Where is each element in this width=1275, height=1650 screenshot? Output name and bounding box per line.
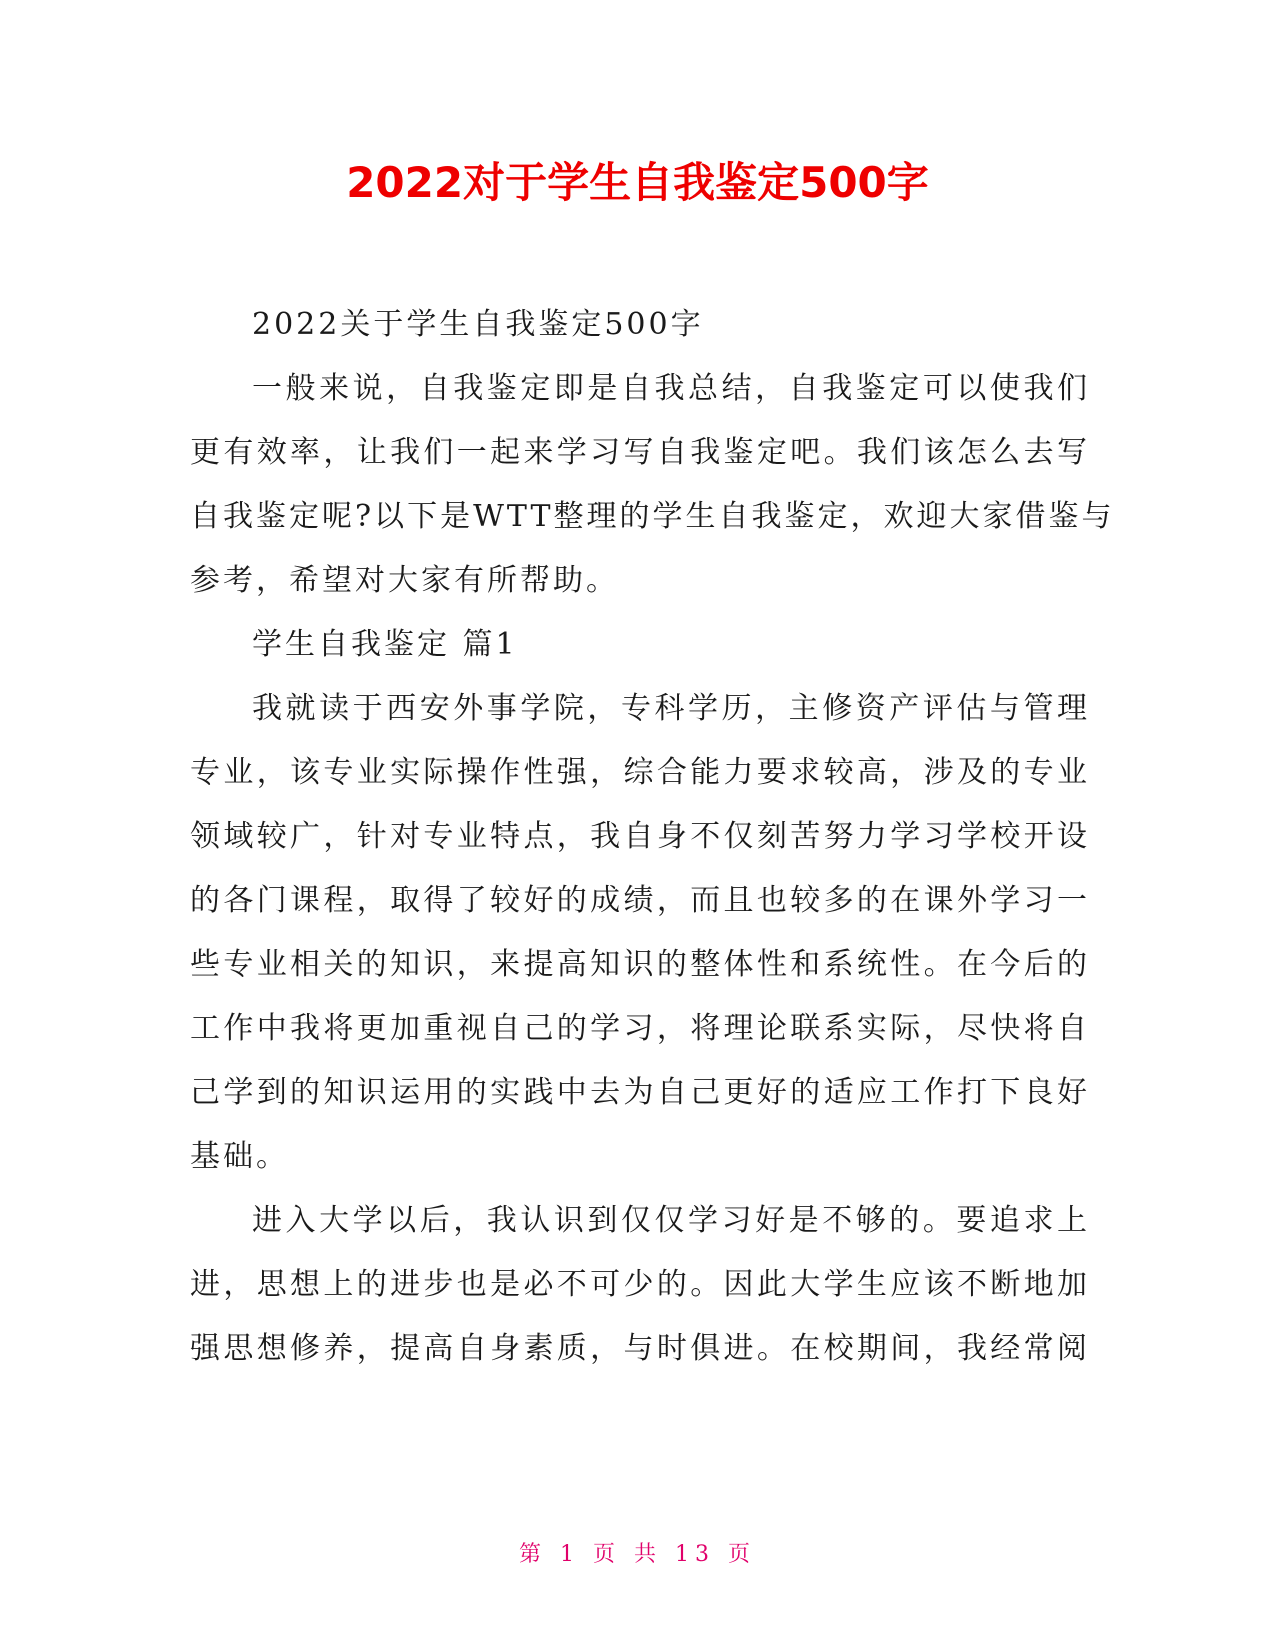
document-body — [190, 293, 1115, 1381]
paragraph-line: 己学到的知识运用的实践中去为自己更好的适应工作打下良好 — [190, 1075, 1090, 1110]
paragraph-line: 自我鉴定呢?以下是WTT整理的学生自我鉴定，欢迎大家借鉴与 — [190, 499, 1115, 534]
page-number-footer: 第 1 页 共 13 页 — [519, 1542, 756, 1567]
section-heading: 学生自我鉴定 篇1 — [252, 627, 518, 662]
paragraph-line: 工作中我将更加重视自己的学习，将理论联系实际，尽快将自 — [190, 1011, 1090, 1046]
paragraph-line: 些专业相关的知识，来提高知识的整体性和系统性。在今后的 — [190, 947, 1090, 982]
paragraph-line: 进入大学以后，我认识到仅仅学习好是不够的。要追求上 — [252, 1203, 1090, 1238]
paragraph-line: 参考，希望对大家有所帮助。 — [190, 563, 619, 598]
paragraph-line: 一般来说，自我鉴定即是自我总结，自我鉴定可以使我们 — [252, 371, 1090, 406]
paragraph-line: 专业，该专业实际操作性强，综合能力要求较高，涉及的专业 — [190, 755, 1090, 790]
paragraph-line: 强思想修养，提高自身素质，与时俱进。在校期间，我经常阅 — [190, 1331, 1090, 1366]
document-title: 2022对于学生自我鉴定500字 — [346, 158, 929, 207]
paragraph-line: 我就读于西安外事学院，专科学历，主修资产评估与管理 — [252, 691, 1090, 726]
paragraph-line: 基础。 — [190, 1139, 289, 1174]
subtitle-line: 2022关于学生自我鉴定500字 — [252, 307, 704, 342]
paragraph-line: 领域较广，针对专业特点，我自身不仅刻苦努力学习学校开设 — [190, 819, 1090, 854]
paragraph-line: 的各门课程，取得了较好的成绩，而且也较多的在课外学习一 — [190, 883, 1090, 918]
paragraph-line: 更有效率，让我们一起来学习写自我鉴定吧。我们该怎么去写 — [190, 435, 1090, 470]
paragraph-line: 进，思想上的进步也是必不可少的。因此大学生应该不断地加 — [190, 1267, 1090, 1302]
